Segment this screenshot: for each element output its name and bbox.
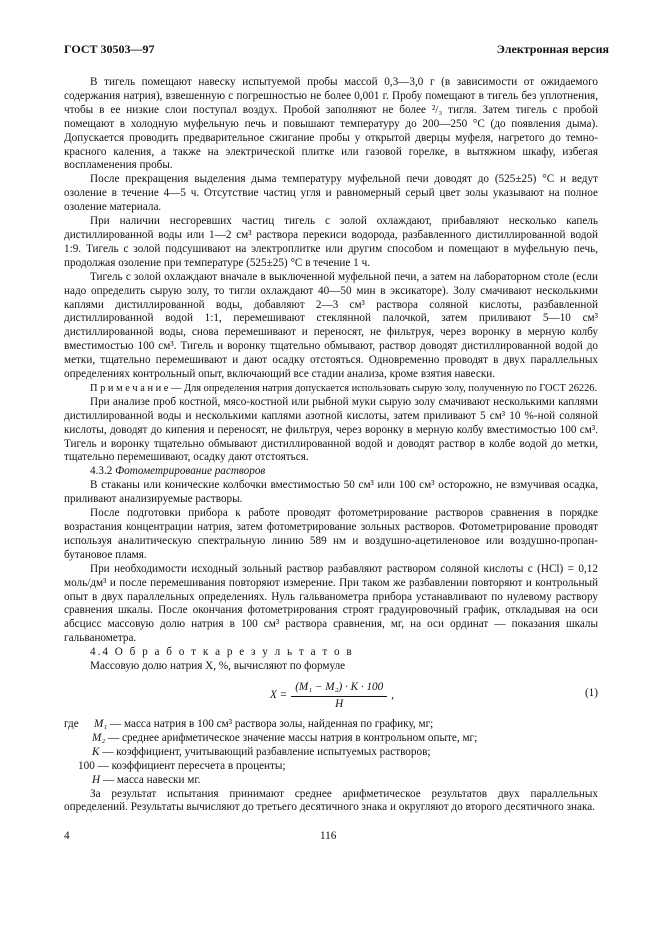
definition-symbol: M₁ [94, 717, 108, 730]
formula-number: (1) [584, 686, 598, 699]
paragraph-sample-weighing: В тигель помещают навеску испытуемой пробы массой 0,3—3,0 г (в зависимости от ожидаемого содержания натрия), взвешенную с погрешностью не более 0,001 г. Пробу помещают в тигель без уплотнения, чтобы в ее низкие слои поступал воздух. Пробой заполняют не более ²/₃ тигля. Затем тигель с пробой помещают в холодную муфельную печь и повышают температуру до 200—250 °С (до появления дыма). Допускается проводить предварительное сжигание пробы у открытой дверцы муфеля, нагретого до темно-красного каления, а также на электрической плитке или газовой горелке, в вытяжном шкафу, избегая воспламенения пробы. [64, 76, 598, 172]
paragraph-bone-meal: При анализе проб костной, мясо-костной или рыбной муки сырую золу смачивают несколькими каплями дистиллированной воды и несколькими каплями азотной кислоты, затем приливают 5 см³ 10 %-ной соляной кислоты, доводят до кипения и переносят, не фильтруя, через воронку в мерную колбу вместимостью 100 см³. Тигель и воронку тщательно обмывают дистиллированной водой и доводят раствор в колбе водой до метки, тщательно перемешивают, осадку дают отстояться. [64, 395, 598, 464]
definition-text: — коэффициент пересчета в проценты; [97, 759, 286, 772]
paragraph-dilution: При необходимости исходный зольный раствор разбавляют раствором соляной кислоты c (HCl) = 0,12 моль/дм³ и после перемешивания повторяют измерение. При таком же разбавлении повторяют и контрольный опыт в двух параллельных определениях. Нуль гальванометра прибора устанавливают по нулевому раствору сравнения шкалы. После окончания фотометрирования строят градуировочный график, откладывая на оси абсцисс массовую долю натрия в 100 см³ раствора сравнения, мг, на оси ординат — показания шкалы гальванометра. [64, 562, 598, 645]
electronic-version-header: Электронная версия [496, 42, 609, 56]
note-label: П р и м е ч а н и е — [90, 382, 182, 394]
definition-row [64, 774, 598, 788]
section-heading-4-4: 4.4 О б р а б о т к а р е з у л ь т а т о в [90, 646, 354, 659]
paragraph-photometry: После подготовки прибора к работе проводят фотометрирование растворов сравнения в порядке возрастания концентрации натрия, затем фотометрирование зольных растворов. Фотометрирование проводят используя аналитическую спектральную линию 589 нм и воздушно-ацетиленовое или воздушно-пропан-бутановое пламя. [64, 507, 598, 561]
definition-symbol: K [92, 745, 100, 758]
paragraph-pour-solutions: В стаканы или конические колбочки вместимостью 50 см³ или 100 см³ осторожно, не взмучивая осадка, приливают анализируемые растворы. [64, 479, 598, 506]
paragraph-unburnt-particles: При наличии несгоревших частиц тигель с золой охлаждают, прибавляют несколько капель дистиллированной воды или 1—2 см³ раствора перекиси водорода, разбавленного дистиллированной водой 1:9. Тигель с золой подсушивают на электроплитке или другим способом и помещают в муфельную печь, продолжая озоление при температуре (525±25) °С в течение 1 ч. [64, 215, 598, 269]
formula-lhs: X = [270, 689, 288, 702]
definition-row [64, 732, 598, 746]
definition-row [64, 760, 598, 774]
definition-text: — масса натрия в 100 см³ раствора золы, найденная по графику, мг; [110, 717, 434, 730]
page-label: 4 [64, 830, 70, 842]
paragraph-cooling-dissolution: Тигель с золой охлаждают вначале в выключенной муфельной печи, а затем на лабораторном столе (если надо определить сырую золу, то тигли охлаждают 40—50 мин в эксикаторе). Золу смачивают несколькими каплями дистиллированной воды, добавляют 2—3 см³ раствора соляной кислоты, разбавленной дистиллированной водой 1:1, перемешивают стеклянной палочкой, затем приливают 5—10 см³ дистиллированной воды, снова перемешивают и переносят, не фильтруя, через воронку в мерную колбу вместимостью 100 см³. Тигель и воронку тщательно обмывают, раствор доводят дистиллированной водой до метки, тщательно перемешивают и дают осадку отстояться. Одновременно проводят в двух параллельных определениях контрольный опыт, включающий все стадии анализа, кроме взятия навески. [64, 270, 598, 381]
formula-body [270, 681, 394, 712]
formula-comma: , [391, 689, 395, 702]
note [64, 382, 598, 396]
paragraph-result: За результат испытания принимают среднее арифметическое результатов двух параллельных определений. Результаты вычисляют до третьего десятичного знака и округляют до второго десятичного знака. [64, 787, 598, 814]
definition-symbol: H [92, 773, 101, 786]
formula-1 [64, 678, 598, 712]
note-text: Для определения натрия допускается использовать сырую золу, полученную по ГОСТ 26226. [184, 382, 598, 394]
definition-text: — среднее арифметическое значение массы натрия в контрольном опыте, мг; [108, 731, 478, 744]
definition-symbol: M₂ [92, 731, 106, 744]
section-heading-4-3-2 [64, 465, 598, 479]
variable-definitions [64, 718, 598, 788]
definition-text: — масса навески мг. [102, 773, 201, 786]
page-number: 116 [320, 830, 337, 842]
formula-numerator: (M₁ − M₂) · K · 100 [291, 681, 387, 697]
paragraph-ashing: После прекращения выделения дыма температуру муфельной печи доводят до (525±25) °С и ведут озоление в течение 4—5 ч. Отсутствие частиц угля и равномерный серый цвет золы указывают на полное озоление материала. [64, 173, 598, 214]
formula-denominator: H [335, 697, 344, 710]
definition-symbol: 100 [78, 759, 95, 772]
where-label: где [64, 717, 79, 730]
definition-row [64, 746, 598, 760]
definition-text: — коэффициент, учитывающий разбавление испытуемых растворов; [102, 745, 431, 758]
standard-code-header: ГОСТ 30503—97 [64, 42, 155, 56]
paragraph-formula-intro: Массовую долю натрия X, %, вычисляют по формуле [90, 660, 346, 673]
section-number: 4.3.2 [90, 465, 113, 478]
section-title: Фотометрирование растворов [115, 465, 266, 478]
formula-fraction [291, 681, 387, 712]
definition-row [64, 718, 598, 732]
body-text [64, 76, 598, 815]
